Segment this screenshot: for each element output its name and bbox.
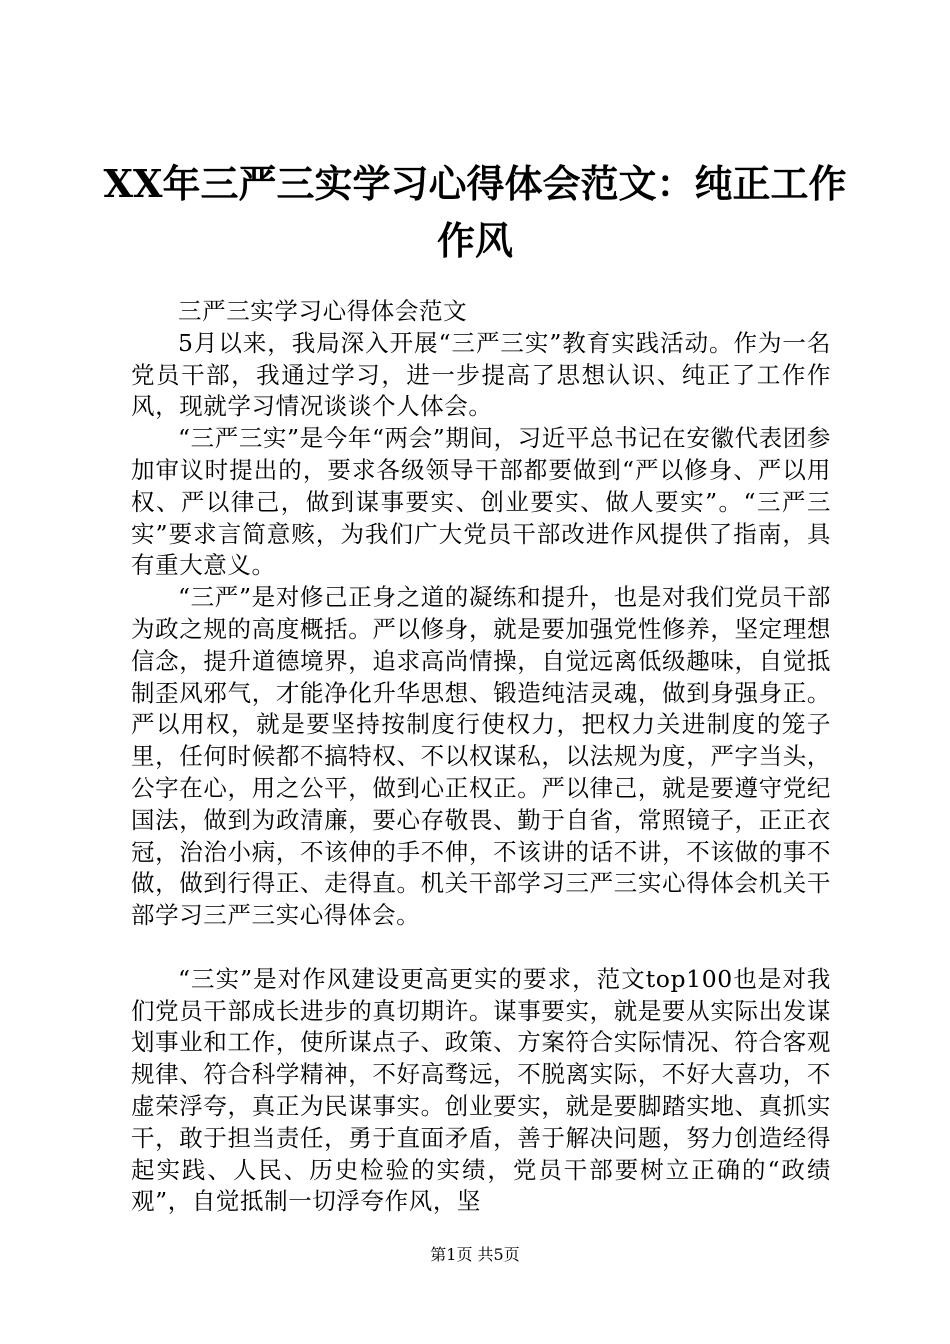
intro-paragraph: 5月以来，我局深入开展“三严三实”教育实践活动。作为一名党员干部，我通过学习，进一步提高了思想认识、纯正了工作作风，现就学习情况谈谈个人体会。: [131, 328, 831, 421]
page-number-footer: 第1页 共5页: [430, 1245, 520, 1264]
subtitle-paragraph: 三严三实学习心得体会范文: [178, 297, 468, 325]
background-paragraph: “三严三实”是今年“两会”期间，习近平总书记在安徽代表团参加审议时提出的，要求各级领导干部都要做到“严以修身、严以用权、严以律己，做到谋事要实、创业要实、做人要实”。“三严三实”要求言简意赅，为我们广大党员干部改进作风提供了指南，具有重大意义。: [131, 424, 831, 580]
document-title-line2: 作风: [436, 218, 513, 263]
document-body: [131, 296, 831, 1218]
document-title-line1: XX年三严三实学习心得体会范文：纯正工作: [103, 161, 847, 206]
san-yan-paragraph: “三严”是对修己正身之道的凝练和提升，也是对我们党员干部为政之规的高度概括。严以修身，就是要加强党性修养，坚定理想信念，提升道德境界，追求高尚情操，自觉远离低级趣味，自觉抵制歪风邪气，才能净化升华思想、锻造纯洁灵魂，做到身强身正。严以用权，就是要坚持按制度行使权力，把权力关进制度的笼子里，任何时候都不搞特权、不以权谋私，以法规为度，严字当头，公字在心，用之公平，做到心正权正。严以律己，就是要遵守党纪国法，做到为政清廉，要心存敬畏、勤于自省，常照镜子，正正衣冠，治治小病，不该伸的手不伸，不该讲的话不讲，不该做的事不做，做到行得正、走得直。机关干部学习三严三实心得体会机关干部学习三严三实心得体会。: [131, 583, 831, 930]
san-shi-paragraph: “三实”是对作风建设更高更实的要求，范文top100也是对我们党员干部成长进步的真切期许。谋事要实，就是要从实际出发谋划事业和工作，使所谋点子、政策、方案符合实际情况、符合客观规律、符合科学精神，不好高骛远，不脱离实际，不好大喜功，不虚荣浮夸，真正为民谋事实。创业要实，就是要脚踏实地、真抓实干，敢于担当责任，勇于直面矛盾，善于解决问题，努力创造经得起实践、人民、历史检验的实绩，党员干部要树立正确的“政绩观”，自觉抵制一切浮夸作风，坚: [131, 964, 831, 1216]
